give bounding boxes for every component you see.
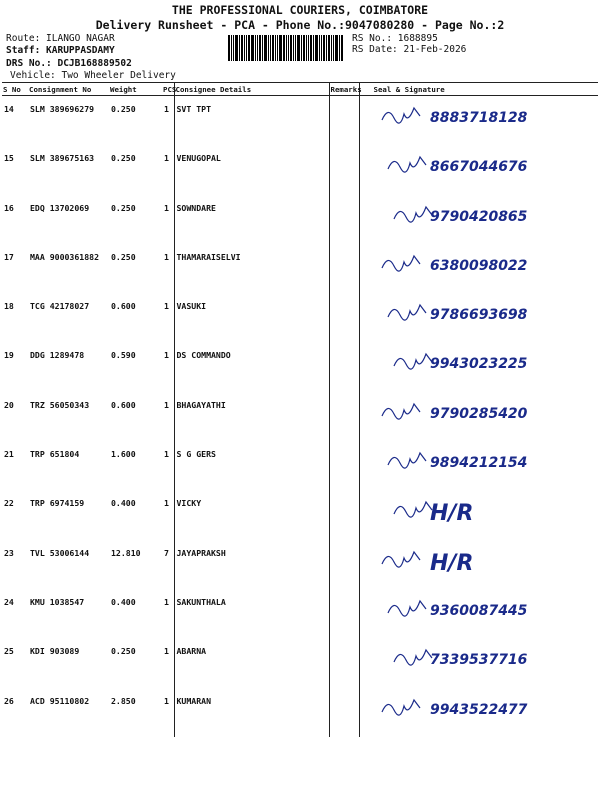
signature-text: H/R [429, 501, 473, 527]
handwritten-signature [360, 195, 599, 236]
signature-text: 7339537716 [429, 652, 527, 669]
row-signature [359, 342, 598, 391]
row-consignee: VENUGOPAL [174, 145, 329, 194]
table-row [2, 540, 598, 589]
col-signature: Seal & Signature [359, 83, 598, 96]
handwritten-signature [360, 293, 599, 334]
row-sno: 24 [4, 596, 14, 607]
table-row [2, 96, 598, 146]
col-pcs: PCS [163, 84, 177, 94]
row-consignment-no: TVL 53006144 [30, 547, 90, 558]
row-remarks [329, 638, 359, 687]
rs-date: RS Date: 21-Feb-2026 [352, 44, 467, 55]
table-header-row [2, 83, 598, 96]
row-consignee: S G GERS [174, 441, 329, 490]
signature-text: 9786693698 [429, 307, 527, 324]
handwritten-signature [360, 96, 599, 137]
row-consignment-no: TRZ 56050343 [30, 399, 90, 410]
table-row [2, 145, 598, 194]
signature-text: 9360087445 [429, 602, 527, 619]
table-row [2, 342, 598, 391]
row-consignment-no: DDG 1289478 [30, 350, 85, 361]
row-weight: 0.250 [111, 153, 136, 164]
table-row [2, 688, 598, 737]
table-row [2, 392, 598, 441]
col-consignee: Consignee Details [174, 83, 329, 96]
barcode-image [228, 35, 348, 61]
row-signature [359, 195, 598, 244]
row-consignee: SOWNDARE [174, 195, 329, 244]
row-sno: 18 [4, 301, 14, 312]
table-row [2, 244, 598, 293]
drs-number: DRS No.: DCJB168889502 [6, 58, 132, 69]
row-consignment-no: TCG 42178027 [30, 301, 90, 312]
row-consignment-no: SLM 389675163 [30, 153, 95, 164]
table-row [2, 638, 598, 687]
row-signature [359, 293, 598, 342]
row-pcs: 1 [164, 695, 169, 706]
row-pcs: 1 [164, 153, 169, 164]
handwritten-signature [360, 490, 599, 531]
row-signature [359, 145, 598, 194]
row-weight: 0.400 [111, 498, 136, 509]
row-sno: 16 [4, 202, 14, 213]
table-row [2, 293, 598, 342]
handwritten-signature [360, 342, 599, 383]
signature-text: 9894212154 [429, 455, 527, 472]
row-weight: 0.250 [111, 646, 136, 657]
row-weight: 0.590 [111, 350, 136, 361]
signature-text: 9943522477 [429, 701, 527, 718]
row-remarks [329, 96, 359, 146]
staff-label: Staff: KARUPPASDAMY [6, 45, 115, 56]
row-signature [359, 441, 598, 490]
row-sno: 15 [4, 153, 14, 164]
handwritten-signature [360, 244, 599, 285]
signature-text: 8883718128 [429, 110, 527, 126]
signature-text: 6380098022 [429, 257, 527, 274]
row-weight: 2.850 [111, 695, 136, 706]
signature-text: H/R [429, 550, 473, 576]
row-remarks [329, 244, 359, 293]
handwritten-signature [360, 145, 599, 186]
row-consignment-no: MAA 9000361882 [30, 251, 100, 262]
runsheet-table [2, 82, 598, 737]
rs-number: RS No.: 1688895 [352, 33, 438, 44]
company-title: THE PROFESSIONAL COURIERS, COIMBATORE [171, 3, 429, 17]
row-sno: 26 [4, 695, 14, 706]
row-signature [359, 392, 598, 441]
row-remarks [329, 688, 359, 737]
row-consignee: BHAGAYATHI [174, 392, 329, 441]
row-pcs: 1 [164, 596, 169, 607]
handwritten-signature [360, 589, 599, 630]
col-consignment: Consignment No [28, 83, 109, 96]
row-weight: 0.600 [111, 301, 136, 312]
row-weight: 12.810 [111, 547, 141, 558]
row-pcs: 1 [164, 399, 169, 410]
row-weight: 0.250 [111, 202, 136, 213]
table-row [2, 589, 598, 638]
row-remarks [329, 392, 359, 441]
table-row [2, 195, 598, 244]
row-pcs: 1 [164, 449, 169, 460]
row-consignee: SVT TPT [174, 96, 329, 146]
row-signature [359, 490, 598, 539]
row-consignment-no: KMU 1038547 [30, 596, 85, 607]
row-consignment-no: TRP 651804 [30, 449, 80, 460]
row-weight: 0.250 [111, 104, 136, 114]
row-pcs: 1 [164, 202, 169, 213]
row-signature [359, 589, 598, 638]
row-pcs: 1 [164, 646, 169, 657]
signature-text: 9943023225 [429, 356, 527, 373]
row-remarks [329, 145, 359, 194]
row-remarks [329, 195, 359, 244]
table-row [2, 490, 598, 539]
row-sno: 22 [4, 498, 14, 509]
row-signature [359, 540, 598, 589]
row-sno: 21 [4, 449, 14, 460]
row-consignee: KUMARAN [174, 688, 329, 737]
row-signature [359, 96, 598, 146]
row-consignee: ABARNA [174, 638, 329, 687]
row-sno: 23 [4, 547, 14, 558]
row-pcs: 1 [164, 498, 169, 509]
table-row [2, 441, 598, 490]
row-weight: 0.600 [111, 399, 136, 410]
row-remarks [329, 441, 359, 490]
handwritten-signature [360, 540, 599, 581]
row-remarks [329, 342, 359, 391]
row-pcs: 1 [164, 350, 169, 361]
row-remarks [329, 589, 359, 638]
signature-text: 8667044676 [429, 159, 527, 176]
handwritten-signature [360, 688, 599, 729]
row-pcs: 7 [164, 547, 169, 558]
signature-text: 9790420865 [429, 208, 527, 225]
row-sno: 19 [4, 350, 14, 361]
signature-text: 9790285420 [429, 405, 527, 422]
handwritten-signature [360, 441, 599, 482]
row-pcs: 1 [164, 251, 169, 262]
row-signature [359, 244, 598, 293]
row-consignee: THAMARAISELVI [174, 244, 329, 293]
handwritten-signature [360, 638, 599, 679]
row-pcs: 1 [164, 104, 169, 114]
col-weight: Weight [109, 83, 162, 96]
vehicle-label: Vehicle: Two Wheeler Delivery [10, 70, 176, 81]
row-sno: 17 [4, 251, 14, 262]
row-consignee: VASUKI [174, 293, 329, 342]
row-consignee: VICKY [174, 490, 329, 539]
route-label: Route: ILANGO NAGAR [6, 33, 115, 44]
row-pcs: 1 [164, 301, 169, 312]
row-consignee: JAYAPRAKSH [174, 540, 329, 589]
row-consignment-no: SLM 389696279 [30, 104, 95, 114]
row-weight: 0.400 [111, 596, 136, 607]
row-consignment-no: TRP 6974159 [30, 498, 85, 509]
row-sno: 25 [4, 646, 14, 657]
row-signature [359, 638, 598, 687]
row-consignment-no: KDI 903089 [30, 646, 80, 657]
row-consignment-no: ACD 95110802 [30, 695, 90, 706]
row-consignment-no: EDQ 13702069 [30, 202, 90, 213]
row-weight: 0.250 [111, 251, 136, 262]
row-weight: 1.600 [111, 449, 136, 460]
row-sno: 14 [4, 104, 14, 114]
row-remarks [329, 540, 359, 589]
row-consignee: SAKUNTHALA [174, 589, 329, 638]
col-sno: S No [2, 83, 28, 96]
row-remarks [329, 293, 359, 342]
col-remarks: Remarks [330, 84, 362, 94]
handwritten-signature [360, 392, 599, 433]
runsheet-subtitle: Delivery Runsheet - PCA - Phone No.:9047080280 - Page No.:2 [95, 18, 505, 32]
row-sno: 20 [4, 399, 14, 410]
row-consignee: DS COMMANDO [174, 342, 329, 391]
row-signature [359, 688, 598, 737]
row-remarks [329, 490, 359, 539]
